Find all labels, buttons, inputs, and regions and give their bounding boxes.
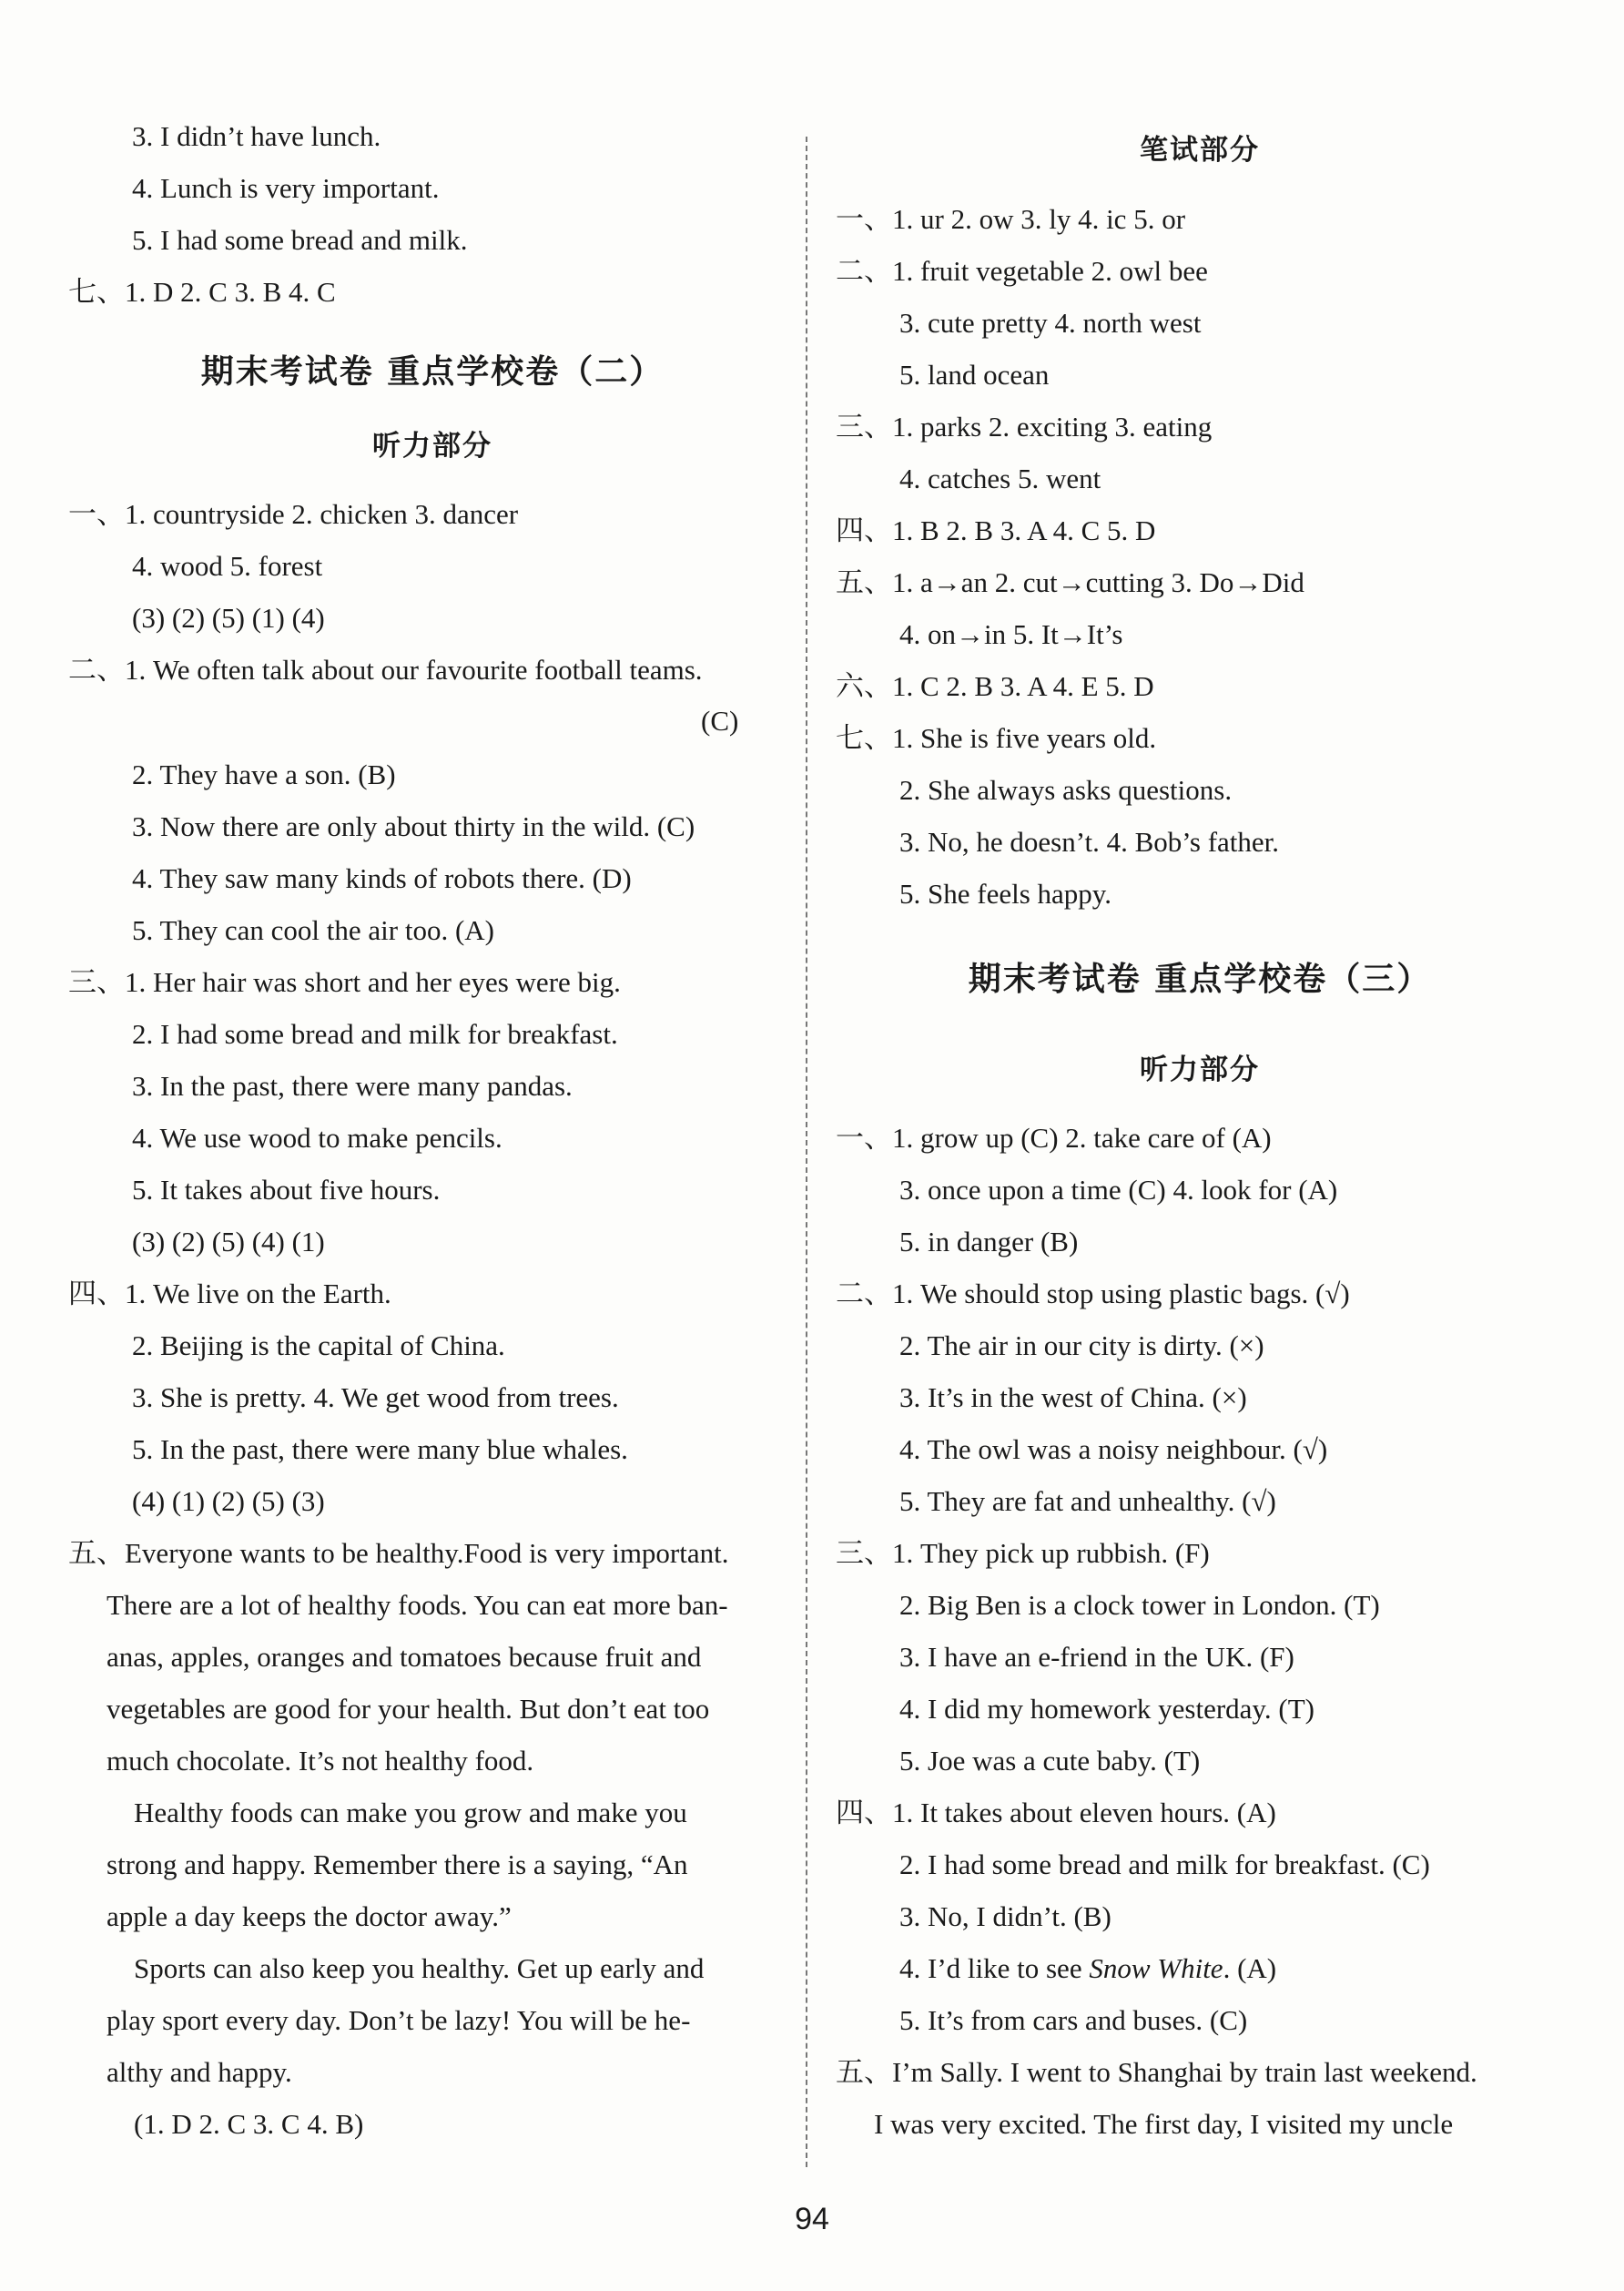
answer-line: There are a lot of healthy foods. You can eat more ban- (107, 1589, 728, 1621)
answer-line: 4. wood 5. forest (132, 550, 323, 582)
answer-line: 2. They have a son. (B) (132, 759, 396, 790)
answer-line: 3. She is pretty. 4. We get wood from trees. (132, 1381, 619, 1413)
answer-line: 5. They are fat and unhealthy. (√) (899, 1485, 1276, 1517)
answer-line: 五、Everyone wants to be healthy.Food is very important. (68, 1537, 729, 1569)
answer-line: 4. They saw many kinds of robots there. (D) (132, 862, 632, 894)
answer-line: I was very excited. The first day, I visited my uncle (874, 2108, 1454, 2140)
answer-line: Sports can also keep you healthy. Get up early and (134, 1952, 705, 1984)
subsection-title: 笔试部分 (1140, 134, 1260, 167)
answer-line: 七、1. D 2. C 3. B 4. C (68, 276, 336, 308)
answer-line: 3. Now there are only about thirty in the wild. (C) (132, 810, 695, 842)
answer-line: 5. It’s from cars and buses. (C) (899, 2004, 1248, 2036)
answer-line: 3. No, I didn’t. (B) (899, 1900, 1111, 1932)
answer-line: 三、1. parks 2. exciting 3. eating (836, 411, 1213, 443)
answer-line: much chocolate. It’s not healthy food. (107, 1745, 534, 1777)
answer-line: Healthy foods can make you grow and make you (134, 1797, 687, 1828)
answer-line: 一、1. ur 2. ow 3. ly 4. ic 5. or (836, 203, 1186, 235)
answer-line: 三、1. Her hair was short and her eyes were big. (68, 966, 621, 998)
answer-line: 4. I’d like to see Snow White. (A) (899, 1952, 1277, 1984)
answer-line: (3) (2) (5) (4) (1) (132, 1226, 325, 1258)
answer-line: 3. I didn’t have lunch. (132, 120, 381, 152)
answer-line: 5. She feels happy. (899, 878, 1112, 910)
answer-line: 六、1. C 2. B 3. A 4. E 5. D (836, 670, 1154, 702)
answer-line: 3. I have an e-friend in the UK. (F) (899, 1641, 1294, 1673)
answer-line: 5. It takes about five hours. (132, 1174, 441, 1206)
answer-line: (C) (701, 705, 739, 737)
section-title: 期末考试卷 重点学校卷（二） (200, 353, 665, 391)
answer-line: 二、1. We should stop using plastic bags. (√) (836, 1278, 1350, 1309)
page-number: 94 (795, 2202, 829, 2236)
answer-line: 5. They can cool the air too. (A) (132, 914, 494, 946)
answer-line: 五、1. a→an 2. cut→cutting 3. Do→Did (836, 566, 1304, 598)
answer-line: 2. I had some bread and milk for breakfast. (C) (899, 1848, 1430, 1880)
answer-line: 二、1. fruit vegetable 2. owl bee (836, 255, 1208, 287)
answer-line: 七、1. She is five years old. (836, 722, 1157, 754)
answer-line: 四、1. It takes about eleven hours. (A) (836, 1797, 1276, 1828)
answer-line: play sport every day. Don’t be lazy! You will be he- (107, 2004, 691, 2036)
answer-line: apple a day keeps the doctor away.” (107, 1900, 512, 1932)
answer-line: 5. Joe was a cute baby. (T) (899, 1745, 1201, 1777)
answer-line: 二、1. We often talk about our favourite football teams. (68, 654, 703, 686)
answer-line: 2. The air in our city is dirty. (×) (899, 1329, 1264, 1361)
subsection-title: 听力部分 (372, 430, 492, 463)
answer-line: 4. on→in 5. It→It’s (899, 618, 1123, 650)
answer-line: 5. land ocean (899, 359, 1050, 391)
answer-line: 四、1. We live on the Earth. (68, 1278, 391, 1309)
answer-line: 3. once upon a time (C) 4. look for (A) (899, 1174, 1338, 1206)
column-divider (806, 137, 807, 2167)
answer-line: 一、1. countryside 2. chicken 3. dancer (68, 498, 519, 530)
answer-line: 四、1. B 2. B 3. A 4. C 5. D (836, 514, 1156, 546)
answer-line: 2. I had some bread and milk for breakfast. (132, 1018, 618, 1050)
answer-line: strong and happy. Remember there is a saying, “An (107, 1848, 688, 1880)
answer-line: 3. cute pretty 4. north west (899, 307, 1202, 339)
answer-line: 5. I had some bread and milk. (132, 224, 468, 256)
answer-line: vegetables are good for your health. But don’t eat too (107, 1693, 710, 1725)
answer-line: 3. It’s in the west of China. (×) (899, 1381, 1247, 1413)
answer-line: (4) (1) (2) (5) (3) (132, 1485, 325, 1517)
subsection-title: 听力部分 (1140, 1054, 1260, 1086)
answer-line: 4. We use wood to make pencils. (132, 1122, 502, 1154)
answer-line: 5. In the past, there were many blue whales. (132, 1433, 628, 1465)
answer-line: 4. catches 5. went (899, 463, 1101, 494)
answer-line: anas, apples, oranges and tomatoes because fruit and (107, 1641, 702, 1673)
answer-line: 5. in danger (B) (899, 1226, 1079, 1258)
answer-line: 三、1. They pick up rubbish. (F) (836, 1537, 1210, 1569)
section-title: 期末考试卷 重点学校卷（三） (968, 961, 1432, 998)
answer-line: 4. Lunch is very important. (132, 172, 440, 204)
answer-line: 3. No, he doesn’t. 4. Bob’s father. (899, 826, 1280, 858)
answer-line: 4. The owl was a noisy neighbour. (√) (899, 1433, 1328, 1465)
answer-line: 4. I did my homework yesterday. (T) (899, 1693, 1314, 1725)
answer-line: (1. D 2. C 3. C 4. B) (134, 2108, 364, 2140)
answer-line: 一、1. grow up (C) 2. take care of (A) (836, 1122, 1272, 1154)
answer-line: 3. In the past, there were many pandas. (132, 1070, 573, 1102)
answer-line: 2. She always asks questions. (899, 774, 1233, 806)
answer-line: 2. Big Ben is a clock tower in London. (T) (899, 1589, 1380, 1621)
answer-line: (3) (2) (5) (1) (4) (132, 602, 325, 634)
answer-line: 2. Beijing is the capital of China. (132, 1329, 505, 1361)
answer-line: althy and happy. (107, 2056, 292, 2088)
answer-line: 五、I’m Sally. I went to Shanghai by train last weekend. (836, 2056, 1477, 2088)
